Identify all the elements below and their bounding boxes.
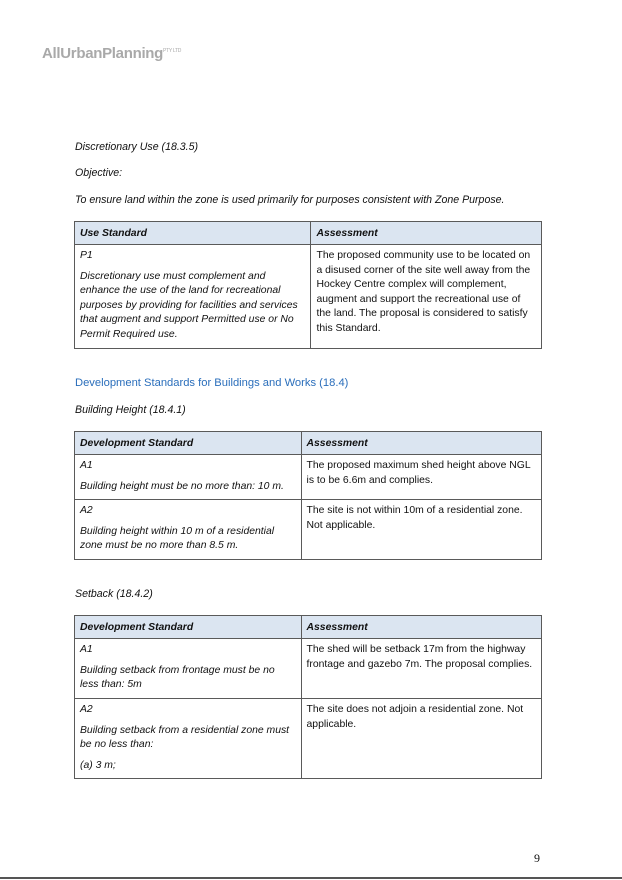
building-height-title: Building Height (18.4.1) — [75, 404, 186, 416]
setback-title: Setback (18.4.2) — [75, 588, 153, 600]
standard-code: P1 — [80, 250, 93, 261]
column-header: Assessment — [301, 616, 541, 639]
standard-text: Discretionary use must complement and enhance the use of the land for recreational purposes by providing for facilities and services that augment and support Permitted use or No Permit Required use. — [80, 270, 298, 340]
table-row — [75, 699, 542, 779]
page-number: 9 — [534, 851, 540, 865]
setback-table — [74, 615, 542, 779]
standard-code: A2 — [80, 704, 93, 715]
objective-text: To ensure land within the zone is used primarily for purposes consistent with Zone Purpose. — [75, 194, 505, 206]
standard-text: Building height must be no more than: 10 m. — [80, 480, 284, 492]
table-header-row — [75, 432, 542, 455]
discretionary-title: Discretionary Use (18.3.5) — [75, 141, 199, 153]
table-row — [75, 455, 542, 500]
standard-code: A1 — [80, 460, 93, 471]
table-header-row — [75, 222, 542, 245]
company-logo: AllUrbanPlanning$^{PTY LTD}$ — [42, 45, 182, 62]
use-standard-table — [74, 221, 542, 349]
standard-text: Building height within 10 m of a residential zone must be no more than 8.5 m. — [80, 525, 275, 552]
development-standards-heading: Development Standards for Buildings and Works (18.4) — [75, 377, 349, 389]
building-height-table — [74, 431, 542, 560]
column-header: Assessment — [301, 432, 541, 455]
standard-text: Building setback from a residential zone must be no less than: — [80, 724, 290, 751]
standard-cell — [75, 639, 302, 699]
standard-cell — [75, 500, 302, 560]
standard-cell — [75, 245, 311, 349]
column-header: Use Standard — [75, 222, 311, 245]
assessment-cell: The proposed maximum shed height above NGL is to be 6.6m and complies. — [301, 455, 541, 500]
assessment-cell: The shed will be setback 17m from the highway frontage and gazebo 7m. The proposal complies. — [301, 639, 541, 699]
standard-cell — [75, 455, 302, 500]
standard-text: Building setback from frontage must be no less than: 5m — [80, 664, 275, 691]
standard-code: A1 — [80, 644, 93, 655]
table-row — [75, 639, 542, 699]
standard-subclause: (a) 3 m; — [80, 759, 116, 771]
table-row — [75, 245, 542, 349]
assessment-cell: The proposed community use to be located on a disused corner of the site well away from the Hockey Centre complex will complement, augment and support the recreational use of the land. The proposal is considered to satisfy this Standard. — [311, 245, 542, 349]
assessment-cell: The site is not within 10m of a residential zone. Not applicable. — [301, 500, 541, 560]
assessment-cell: The site does not adjoin a residential zone. Not applicable. — [301, 699, 541, 779]
standard-cell — [75, 699, 302, 779]
table-row — [75, 500, 542, 560]
objective-label: Objective: — [75, 167, 123, 179]
column-header: Development Standard — [75, 432, 302, 455]
standard-code: A2 — [80, 505, 93, 517]
column-header: Development Standard — [75, 616, 302, 639]
page-bottom-divider — [0, 877, 622, 879]
table-header-row — [75, 616, 542, 639]
column-header: Assessment — [311, 222, 542, 245]
